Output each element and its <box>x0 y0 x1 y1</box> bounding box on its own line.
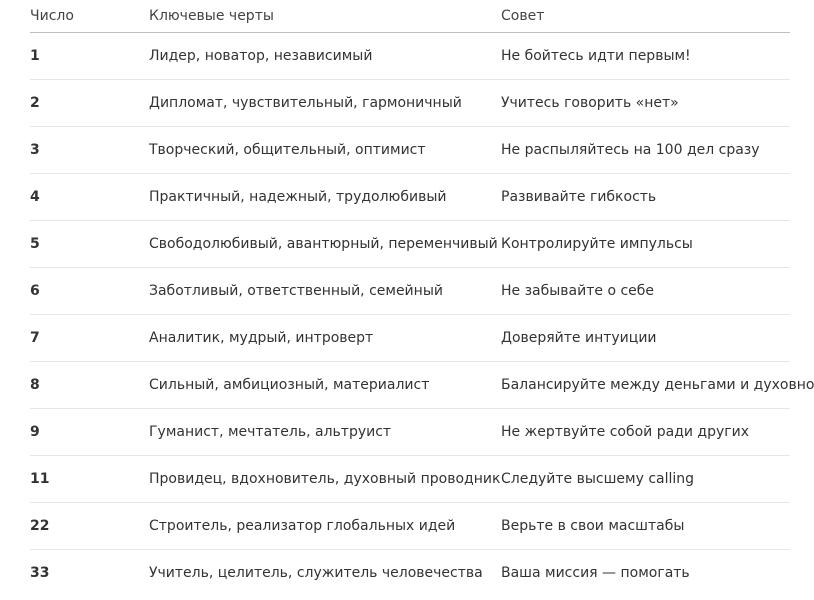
cell-traits: Учитель, целитель, служитель человечества <box>149 565 483 581</box>
numerology-table-container <box>30 0 814 596</box>
cell-traits: Аналитик, мудрый, интроверт <box>149 315 501 362</box>
table-row <box>30 503 790 550</box>
cell-number: 4 <box>30 174 149 221</box>
cell-number: 8 <box>30 362 149 409</box>
cell-advice: Учитесь говорить «нет» <box>501 80 790 127</box>
column-header-traits: Ключевые черты <box>149 0 501 33</box>
cell-advice: Контролируйте импульсы <box>501 221 790 268</box>
table-header-row <box>30 0 790 33</box>
cell-traits: Строитель, реализатор глобальных идей <box>149 503 501 550</box>
cell-traits: Заботливый, ответственный, семейный <box>149 268 501 315</box>
table-row <box>30 80 790 127</box>
cell-advice: Следуйте высшему calling <box>501 456 790 503</box>
cell-number: 9 <box>30 409 149 456</box>
cell-advice: Доверяйте интуиции <box>501 315 790 362</box>
table-row <box>30 409 790 456</box>
column-header-advice: Совет <box>501 0 790 33</box>
cell-traits: Сильный, амбициозный, материалист <box>149 362 501 409</box>
cell-traits: Дипломат, чувствительный, гармоничный <box>149 80 501 127</box>
cell-traits: Творческий, общительный, оптимист <box>149 127 501 174</box>
cell-advice: Не распыляйтесь на 100 дел сразу <box>501 127 790 174</box>
cell-number: 6 <box>30 268 149 315</box>
table-row <box>30 315 790 362</box>
cell-advice: Балансируйте между деньгами и духовно <box>501 362 790 409</box>
cell-advice: Развивайте гибкость <box>501 174 790 221</box>
cell-traits: Практичный, надежный, трудолюбивый <box>149 174 501 221</box>
cell-advice: Не забывайте о себе <box>501 268 790 315</box>
cell-number: 11 <box>30 456 149 503</box>
cell-number: 5 <box>30 221 149 268</box>
table-header <box>30 0 790 33</box>
cell-number: 3 <box>30 127 149 174</box>
cell-traits: Лидер, новатор, независимый <box>149 33 501 80</box>
cell-traits: Гуманист, мечтатель, альтруист <box>149 409 501 456</box>
table-row <box>30 268 790 315</box>
table-row <box>30 174 790 221</box>
cell-number: 1 <box>30 33 149 80</box>
cell-number: 7 <box>30 315 149 362</box>
cell-advice: Не жертвуйте собой ради других <box>501 409 790 456</box>
cell-advice: Не бойтесь идти первым! <box>501 33 790 80</box>
cell-traits: Свободолюбивый, авантюрный, переменчивый <box>149 221 501 268</box>
cell-traits: Провидец, вдохновитель, духовный проводник <box>149 456 501 503</box>
table-row <box>30 127 790 174</box>
numerology-table <box>30 0 814 596</box>
column-header-number: Число <box>30 0 149 33</box>
table-row <box>30 550 790 597</box>
cell-advice: Ваша миссия — помогать <box>501 565 690 581</box>
cell-number: 33 <box>30 565 50 581</box>
table-row <box>30 362 790 409</box>
table-row <box>30 33 790 80</box>
cell-number: 22 <box>30 503 149 550</box>
cell-number: 2 <box>30 80 149 127</box>
cell-advice: Верьте в свои масштабы <box>501 503 790 550</box>
table-body <box>30 33 814 597</box>
table-row <box>30 221 790 268</box>
table-row <box>30 456 790 503</box>
